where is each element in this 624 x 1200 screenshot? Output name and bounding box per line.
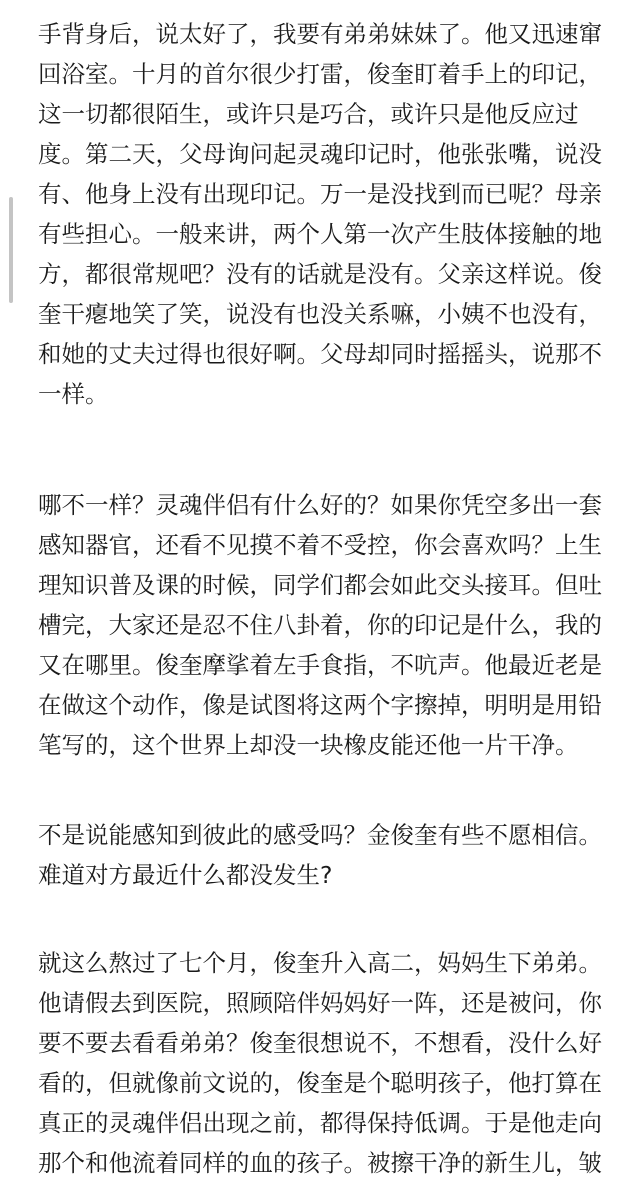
- paragraph-2: [38, 485, 602, 765]
- text-line: 度。第二天，父母询问起灵魂印记时，他张张嘴，说没: [38, 140, 602, 168]
- text-line: 那个和他流着同样的血的孩子。被擦干净的新生儿，皱: [38, 1149, 602, 1177]
- text-line: 又在哪里。俊奎摩挲着左手食指，不吭声。他最近老是: [38, 651, 602, 679]
- text-line: 要不要去看看弟弟？俊奎很想说不，不想看，没什么好: [38, 1029, 602, 1057]
- paragraph-3: [38, 815, 602, 895]
- text-line: 有些担心。一般来讲，两个人第一次产生肢体接触的地: [38, 220, 602, 248]
- paragraph-4: [38, 943, 602, 1183]
- text-line: 和她的丈夫过得也很好啊。父母却同时摇摇头，说那不: [38, 340, 602, 368]
- text-line: 奎干瘪地笑了笑，说没有也没关系嘛，小姨不也没有，: [38, 300, 602, 328]
- text-line: 看的，但就像前文说的，俊奎是个聪明孩子，他打算在: [38, 1069, 602, 1097]
- text-line: 在做这个动作，像是试图将这两个字擦掉，明明是用铅: [38, 691, 602, 719]
- text-line: 难道对方最近什么都没发生?: [38, 861, 333, 889]
- text-line: 感知器官，还看不见摸不着不受控，你会喜欢吗？上生: [38, 531, 602, 559]
- text-line: 有、他身上没有出现印记。万一是没找到而已呢？母亲: [38, 180, 602, 208]
- text-line: 槽完，大家还是忍不住八卦着，你的印记是什么，我的: [38, 611, 602, 639]
- text-line: 他请假去到医院，照顾陪伴妈妈好一阵，还是被问，你: [38, 989, 602, 1017]
- text-line: 手背身后，说太好了，我要有弟弟妹妹了。他又迅速窜: [38, 20, 602, 48]
- text-line: 理知识普及课的时候，同学们都会如此交头接耳。但吐: [38, 571, 602, 599]
- text-line: 回浴室。十月的首尔很少打雷，俊奎盯着手上的印记，: [38, 60, 602, 88]
- text-line: 笔写的，这个世界上却没一块橡皮能还他一片干净。: [38, 731, 579, 759]
- text-line: 一样。: [38, 380, 109, 408]
- text-line: 真正的灵魂伴侣出现之前，都得保持低调。于是他走向: [38, 1109, 602, 1137]
- text-line: 这一切都很陌生，或许只是巧合，或许只是他反应过: [38, 100, 579, 128]
- scrollbar-thumb[interactable]: [9, 197, 13, 303]
- text-line: 不是说能感知到彼此的感受吗？金俊奎有些不愿相信。: [38, 821, 602, 849]
- paragraph-1: [38, 14, 602, 414]
- text-line: 就这么熬过了七个月，俊奎升入高二，妈妈生下弟弟。: [38, 949, 602, 977]
- text-line: 方，都很常规吧？没有的话就是没有。父亲这样说。俊: [38, 260, 602, 288]
- text-line: 哪不一样？灵魂伴侣有什么好的？如果你凭空多出一套: [38, 491, 602, 519]
